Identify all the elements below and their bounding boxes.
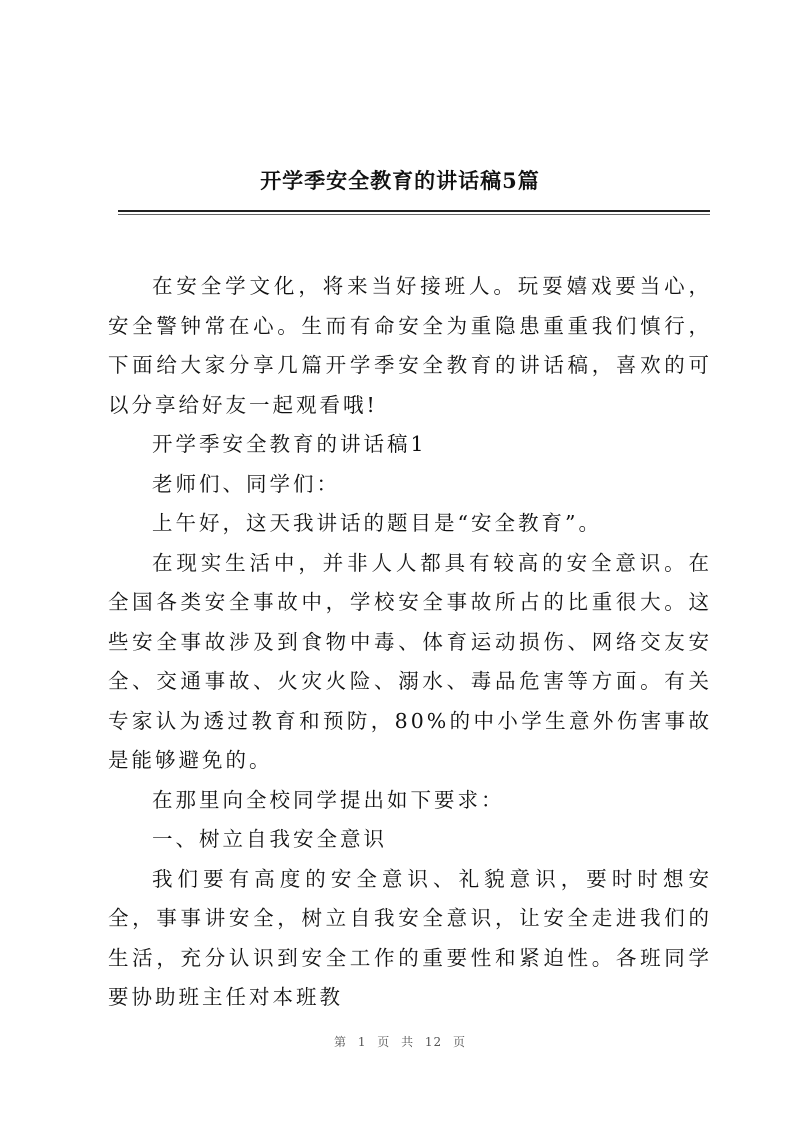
paragraph-intro: 在安全学文化，将来当好接班人。玩耍嬉戏要当心，安全警钟常在心。生而有命安全为重隐患重重我们慎行，下面给大家分享几篇开学季安全教育的讲话稿，喜欢的可以分享给好友一起观看哦! <box>108 274 712 417</box>
page-footer: 第 1 页 共 12 页 <box>334 1035 466 1049</box>
section-heading: 开学季安全教育的讲话稿1 <box>152 432 427 456</box>
salutation: 老师们、同学们： <box>152 471 340 496</box>
subheading: 一、树立自我安全意识 <box>152 827 387 851</box>
paragraph: 在那里向全校同学提出如下要求： <box>152 787 505 812</box>
paragraph: 在现实生活中，并非人人都具有较高的安全意识。在全国各类安全事故中，学校安全事故所占的比重很大。这些安全事故涉及到食物中毒、体育运动损伤、网络交友安全、交通事故、火灾火险、溺水、毒品危害等方面。有关专家认为透过教育和预防，80%的中小学生意外伤害事故是能够避免的。 <box>108 550 712 772</box>
greeting: 上午好，这天我讲话的题目是“安全教育”。 <box>152 511 602 535</box>
document-body <box>108 267 712 1018</box>
title-divider-thin <box>118 214 710 215</box>
document-title: 开学季安全教育的讲话稿5篇 <box>260 168 540 193</box>
title-divider <box>118 210 710 212</box>
paragraph: 我们要有高度的安全意识、礼貌意识，要时时想安全，事事讲安全，树立自我安全意识，让安全走进我们的生活，充分认识到安全工作的重要性和紧迫性。各班同学要协助班主任对本班教 <box>108 866 712 1009</box>
